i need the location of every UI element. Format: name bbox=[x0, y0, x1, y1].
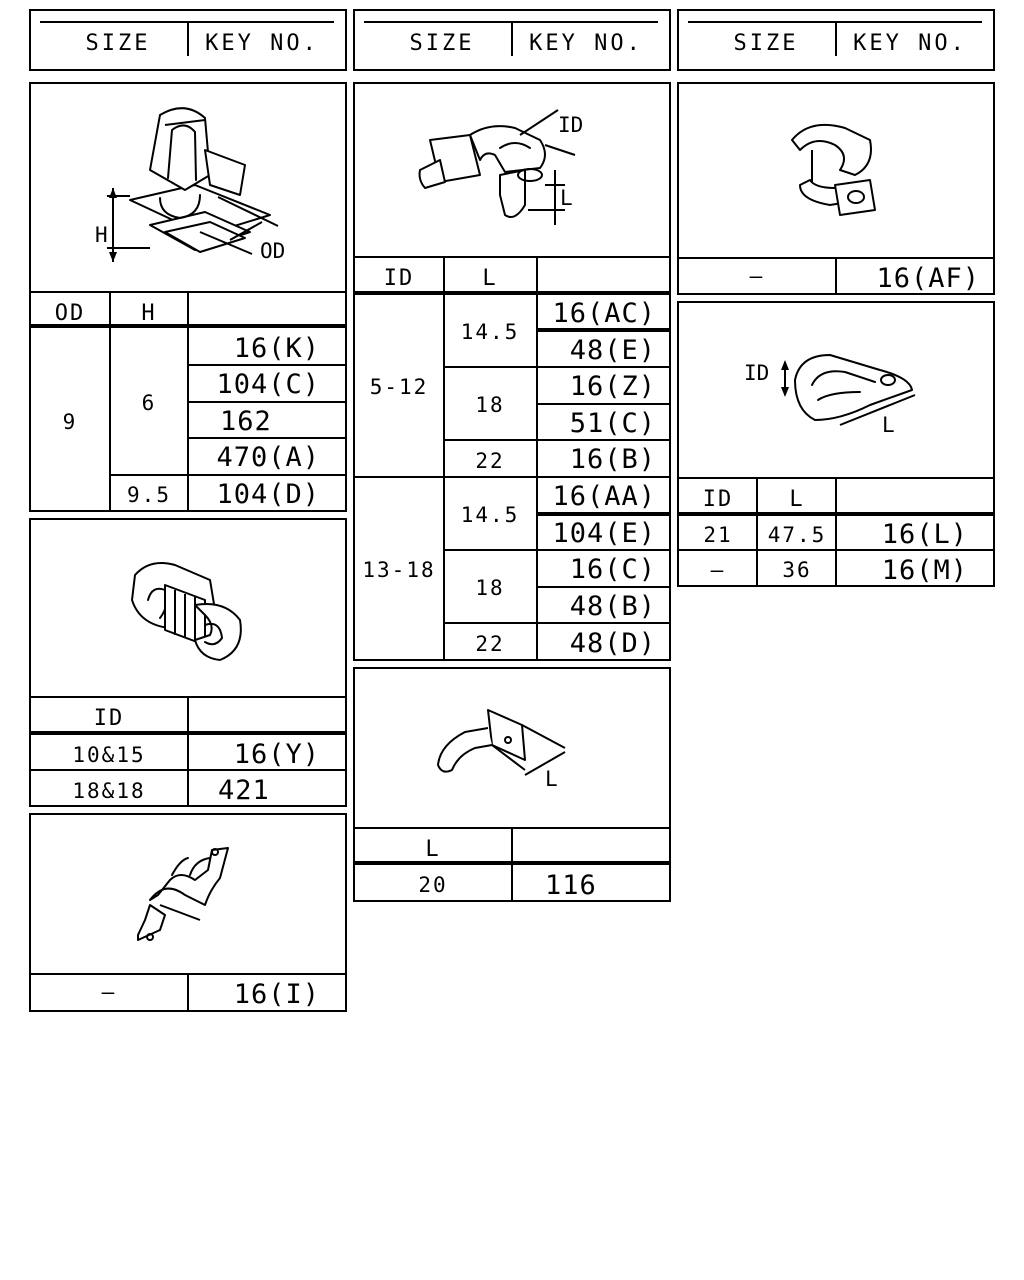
key-number: 16(L) bbox=[881, 519, 968, 550]
key-number: 51(C) bbox=[569, 408, 656, 439]
clip-b-panel bbox=[30, 519, 346, 806]
l-value: 18 bbox=[475, 393, 505, 417]
key-number: 104(E) bbox=[552, 518, 656, 549]
dim-id-label: ID bbox=[744, 361, 770, 385]
size-label: SIZE bbox=[85, 31, 151, 56]
l-value: 14.5 bbox=[460, 320, 520, 344]
header-col-2 bbox=[354, 10, 670, 70]
key-number: 16(AA) bbox=[552, 481, 656, 512]
size-label: SIZE bbox=[409, 31, 475, 56]
h-value: 6 bbox=[141, 391, 157, 415]
dim-id-label: ID bbox=[558, 113, 584, 137]
cable-clip-drawing bbox=[792, 125, 875, 215]
h-value: 9.5 bbox=[127, 483, 171, 507]
header-col-1 bbox=[30, 10, 346, 70]
col-h-header: H bbox=[141, 301, 157, 326]
key-number: 16(Z) bbox=[569, 371, 656, 402]
col-id-header: ID bbox=[93, 706, 125, 731]
dim-h-label: H bbox=[95, 223, 108, 247]
key-number: 16(Y) bbox=[233, 739, 320, 770]
dim-l-label: L bbox=[545, 767, 558, 791]
key-number: 16(M) bbox=[881, 555, 968, 586]
key-number: 16(K) bbox=[233, 333, 320, 364]
key-no-label: KEY NO. bbox=[853, 31, 967, 56]
key-number: 16(C) bbox=[569, 554, 656, 585]
key-number: 16(AC) bbox=[552, 298, 656, 329]
key-number: 162 bbox=[220, 406, 272, 437]
key-number: 48(B) bbox=[569, 591, 656, 622]
dim-l-label: L bbox=[882, 413, 895, 437]
key-no-label: KEY NO. bbox=[529, 31, 643, 56]
bent-tab-drawing bbox=[438, 710, 565, 791]
clip-g-panel bbox=[678, 302, 994, 586]
double-clip-drawing bbox=[132, 563, 241, 660]
col-l-header: L bbox=[482, 266, 498, 291]
id-value: 10&15 bbox=[72, 743, 146, 767]
size-value: — bbox=[101, 980, 117, 1004]
l-value: 20 bbox=[418, 873, 448, 897]
clip-d-panel bbox=[354, 83, 670, 660]
key-number: 16(I) bbox=[233, 979, 320, 1010]
l-value: 22 bbox=[475, 449, 505, 473]
key-number: 16(B) bbox=[569, 444, 656, 475]
clip-f-panel bbox=[678, 83, 994, 294]
id-value: — bbox=[710, 558, 726, 582]
p-clip-drawing bbox=[744, 355, 915, 437]
l-value: 47.5 bbox=[767, 523, 827, 547]
clip-c-panel bbox=[30, 814, 346, 1011]
col-id-header: ID bbox=[702, 487, 734, 512]
push-clip-drawing bbox=[95, 108, 285, 263]
key-number: 470(A) bbox=[216, 442, 320, 473]
l-value: 36 bbox=[782, 558, 812, 582]
key-number: 421 bbox=[218, 775, 270, 806]
key-number: 48(E) bbox=[569, 335, 656, 366]
l-value: 18 bbox=[475, 576, 505, 600]
l-value: 22 bbox=[475, 632, 505, 656]
col-id-header: ID bbox=[383, 266, 415, 291]
col-od-header: OD bbox=[54, 301, 86, 326]
header-col-3 bbox=[678, 10, 994, 70]
l-value: 14.5 bbox=[460, 503, 520, 527]
key-number: 16(AF) bbox=[876, 263, 980, 294]
bracket-clip-drawing bbox=[138, 848, 228, 940]
key-number: 116 bbox=[545, 870, 597, 901]
dim-od-label: OD bbox=[260, 239, 286, 263]
key-no-label: KEY NO. bbox=[205, 31, 319, 56]
col-l-header: L bbox=[425, 837, 441, 862]
key-number: 48(D) bbox=[569, 628, 656, 659]
size-value: — bbox=[749, 264, 765, 288]
id-value: 21 bbox=[703, 523, 733, 547]
id-value: 18&18 bbox=[72, 779, 146, 803]
size-label: SIZE bbox=[733, 31, 799, 56]
harness-clip-drawing bbox=[420, 110, 584, 225]
dim-l-label: L bbox=[560, 186, 573, 210]
id-value: 13-18 bbox=[362, 558, 436, 582]
id-value: 5-12 bbox=[369, 375, 429, 399]
clip-e-panel bbox=[354, 668, 670, 901]
od-value: 9 bbox=[62, 410, 78, 434]
key-number: 104(D) bbox=[216, 479, 320, 510]
clip-a-panel bbox=[30, 83, 346, 511]
col-l-header: L bbox=[789, 487, 805, 512]
key-number: 104(C) bbox=[216, 369, 320, 400]
